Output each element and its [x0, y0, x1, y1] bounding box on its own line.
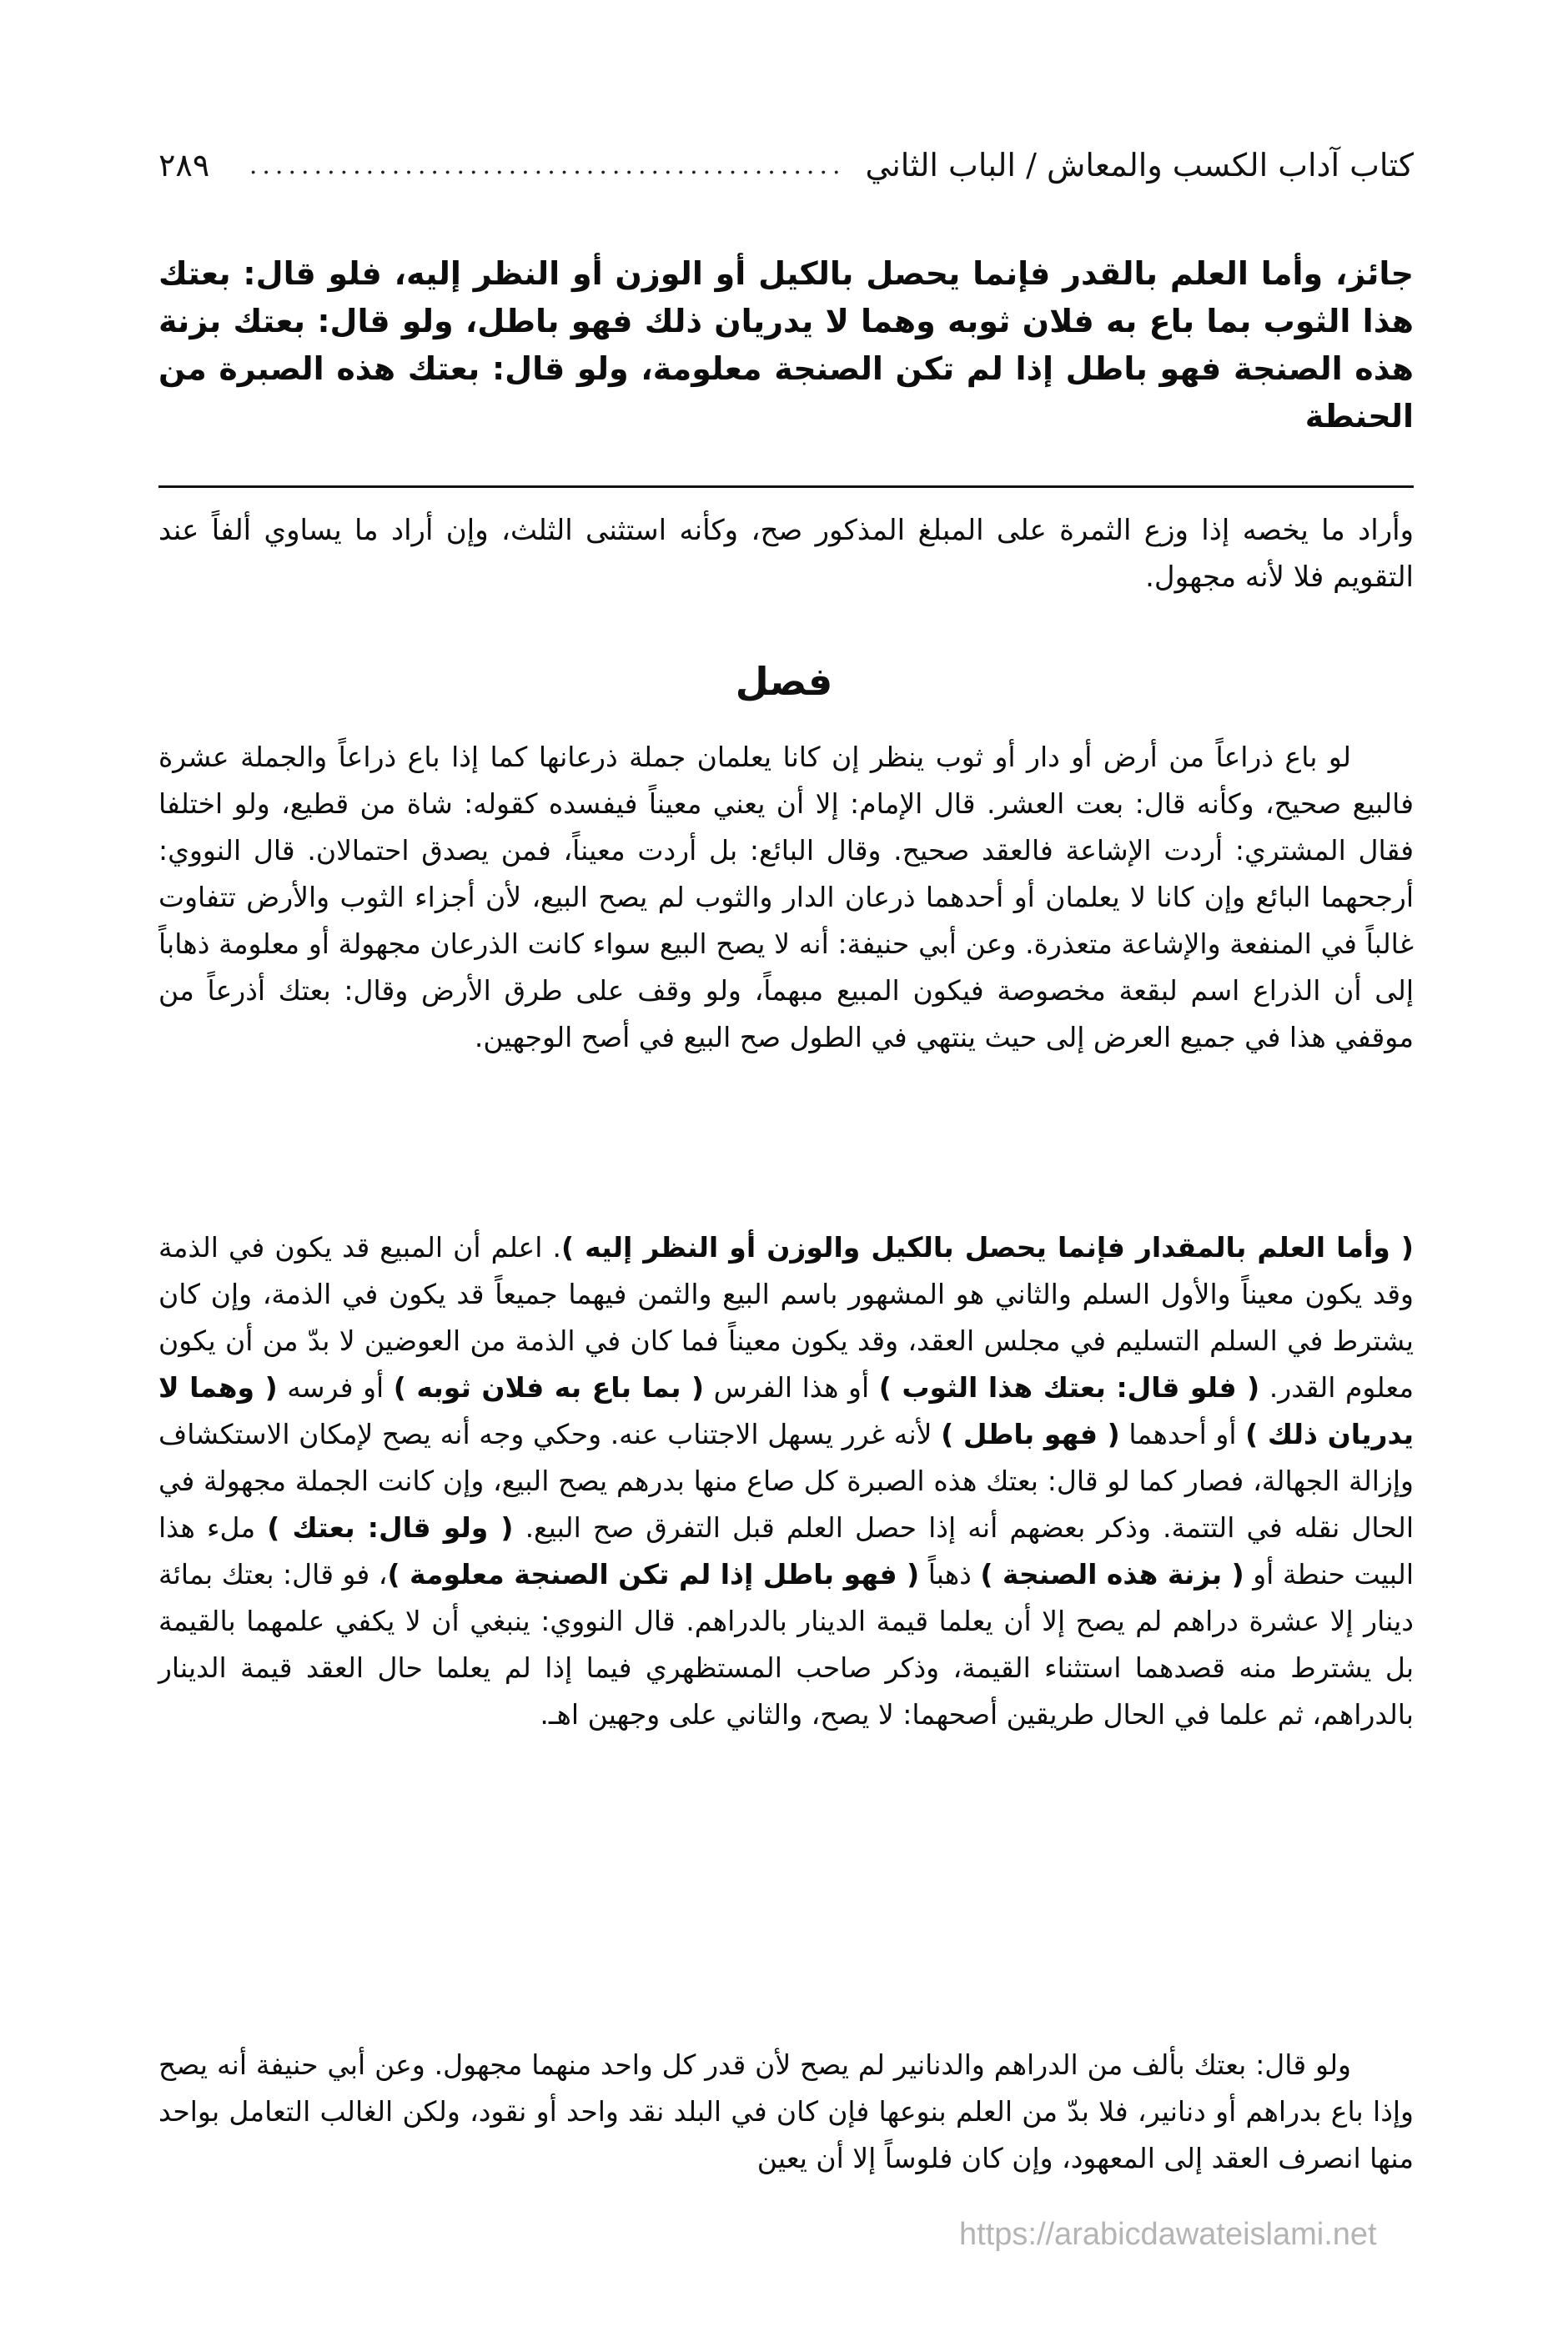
matn-paragraph: جائز، وأما العلم بالقدر فإنما يحصل بالكيل أو الوزن أو النظر إليه، فلو قال: بعتك هذا الثوب بما باع به فلان ثوبه وهما لا يدريان ذلك فهو باطل، ولو قال: بعتك بزنة هذه الصنجة فهو باطل إذا لم تكن الصنجة معلومة، ولو قال: بعتك هذه الصبرة من الحنطة — [158, 255, 1414, 435]
quoted-matn: ( فهو باطل ) — [941, 1418, 1120, 1450]
commentary-text: ذهباً — [919, 1558, 981, 1591]
commentary-text: ، فو قال: بعتك بمائة دينار إلا عشرة دراهم لم يصح إلا أن يعلما قيمة الدينار بالدراهم. قال النووي: ينبغي أن لا يكفي علمهما بالقيمة بل يشترط منه قصدهما استثناء القيمة، وذكر صاحب المستظهري فيما إذا لم يعلما حال العقد قيمة الدينار بالدراهم، ثم علما في الحال طريقين أصحهما: لا يصح، والثاني على وجهين اهـ. — [158, 1558, 1414, 1731]
paragraph-text: لو باع ذراعاً من أرض أو دار أو ثوب ينظر إن كانا يعلمان جملة ذرعانها كما إذا باع ذراعاً والجملة عشرة فالبيع صحيح، وكأنه قال: بعت العشر. قال الإمام: إلا أن يعني معيناً فيفسده كقوله: شاة من قطيع، ولو اختلفا فقال المشتري: أردت الإشاعة فالعقد صحيح. وقال البائع: بل أردت معيناً، فمن يصدق احتمالان. قال النووي: أرجحهما البائع وإن كانا لا يعلمان أو أحدهما ذرعان الدار والثوب لم يصح البيع، لأن أجزاء الثوب والأرض تتفاوت غالباً في المنفعة والإشاعة متعذرة. وعن أبي حنيفة: أنه لا يصح البيع سواء كانت الذرعان مجهولة أو معلومة ذهاباً إلى أن الذراع اسم لبقعة مخصوصة فيكون المبيع مبهماً، ولو وقف على طرق الأرض وقال: بعتك أذرعاً من موقفي هذا في جميع العرض إلى حيث ينتهي في الطول صح البيع في أصح الوجهين. — [158, 741, 1414, 1053]
running-header — [158, 140, 1414, 190]
matn-sharh-divider — [158, 485, 1414, 488]
page-number: ٢٨٩ — [158, 147, 210, 183]
commentary-text: . اعلم أن المبيع قد يكون في الذمة وقد يكون معيناً والأول السلم والثاني هو المشهور باسم البيع والثمن فيهما جميعاً قد يكون في الذمة، وإن كان يشترط في السلم التسليم في مجلس العقد، وقد يكون معيناً فما كان في الذمة من العوضين لا بدّ من أن يكون معلوم القدر. — [158, 1231, 1415, 1404]
leader-dots: .............................................. — [249, 150, 846, 180]
paragraph-text: ولو قال: بعتك بألف من الدراهم والدنانير لم يصح لأن قدر كل واحد منهما مجهول. وعن أبي حنيفة أنه يصح وإذا باع بدراهم أو دنانير، فلا بدّ من العلم بنوعها فإن كان في البلد نقد واحد أو نقود، ولكن الغالب التعامل بواحد منها انصرف العقد إلى المعهود، وإن كان فلوساً إلا أن يعين — [158, 2048, 1414, 2174]
commentary-text: أو فرسه — [277, 1371, 394, 1404]
commentary-paragraph-1 — [158, 734, 1414, 1061]
matn-text-block — [158, 250, 1414, 440]
quoted-matn: ( بما باع به فلان ثوبه ) — [393, 1371, 705, 1404]
commentary-text: ملء هذا البيت حنطة أو — [158, 1511, 1414, 1591]
section-heading: فصل — [735, 659, 833, 704]
commentary-text: أو هذا الفرس — [704, 1371, 879, 1404]
commentary-text: لأنه غرر يسهل الاجتناب عنه. وحكي وجه أنه يصح لإمكان الاستكشاف وإزالة الجهالة، فصار كما لو قال: بعتك هذه الصبرة كل صاع منها بدرهم يصح البيع، وإن كانت الجملة مجهولة في الحال نقله في التتمة. وذكر بعضهم أنه إذا حصل العلم قبل التفرق صح البيع. — [158, 1418, 1415, 1544]
continued-commentary-paragraph: وأراد ما يخصه إذا وزع الثمرة على المبلغ المذكور صح، وكأنه استثنى الثلث، وإن أراد ما يساوي ألفاً عند التقويم فلا لأنه مجهول. — [158, 514, 1414, 594]
commentary-paragraph-2 — [158, 1224, 1414, 1738]
commentary-paragraph-3 — [158, 2042, 1414, 2182]
watermark-url: https://arabicdawateislami.net — [959, 2217, 1377, 2252]
quoted-matn: ( فهو باطل إذا لم تكن الصنجة معلومة ) — [387, 1558, 920, 1591]
commentary-text: أو أحدهما — [1119, 1418, 1246, 1450]
quoted-matn: ( ولو قال: بعتك ) — [267, 1511, 514, 1544]
continued-commentary — [158, 507, 1414, 601]
running-header-title: كتاب آداب الكسب والمعاش / الباب الثاني — [865, 147, 1414, 183]
quoted-matn: ( وهما لا يدريان ذلك ) — [158, 1371, 1415, 1450]
quoted-matn: ( وأما العلم بالمقدار فإنما يحصل بالكيل والوزن أو النظر إليه ) — [560, 1231, 1414, 1264]
quoted-matn: ( فلو قال: بعتك هذا الثوب ) — [878, 1371, 1260, 1404]
quoted-matn: ( بزنة هذه الصنجة ) — [980, 1558, 1244, 1591]
paragraph-text — [158, 1224, 1414, 1738]
